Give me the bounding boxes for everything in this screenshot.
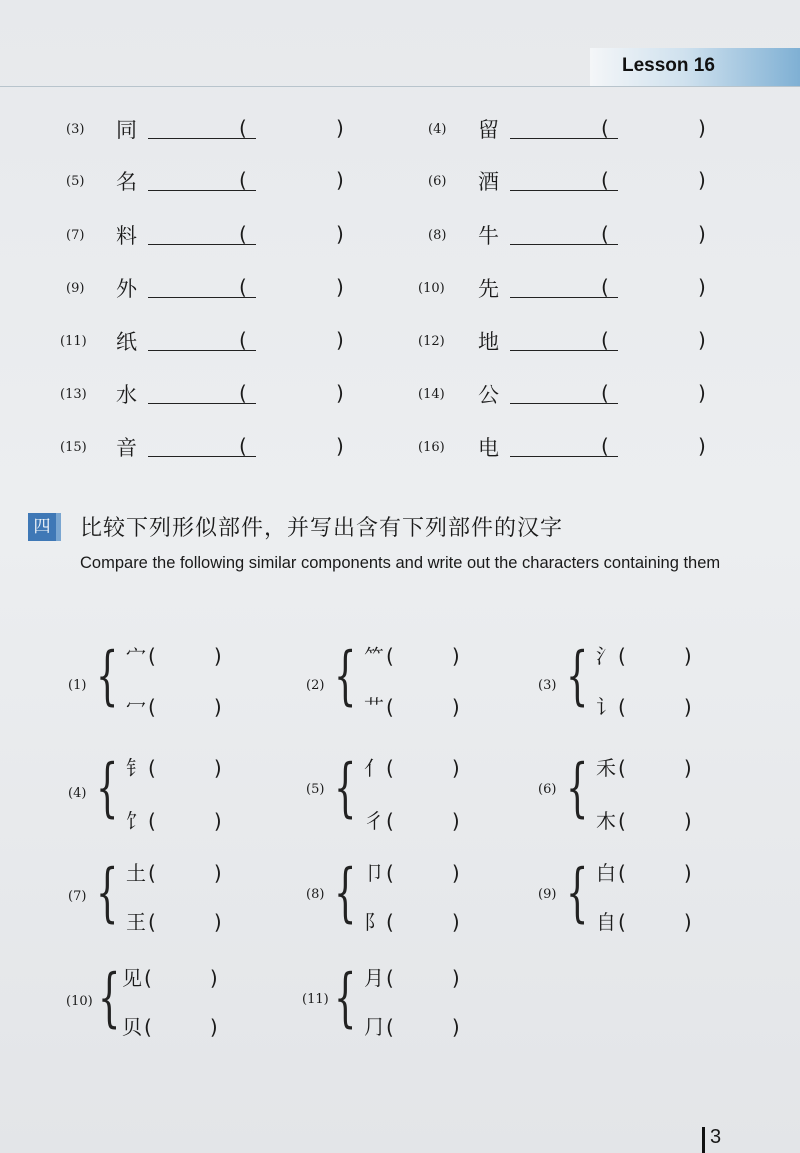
item-number: (4)	[428, 122, 447, 137]
compare-row-bottom	[596, 691, 692, 720]
item-character: 名	[116, 170, 137, 194]
compare-row-bottom	[364, 691, 460, 720]
item-number: (15)	[60, 440, 87, 455]
item-character: 音	[116, 436, 137, 460]
paren-open: (	[601, 168, 609, 192]
component: 宀	[126, 644, 146, 668]
paren-open: (	[601, 328, 609, 352]
paren-close: )	[698, 168, 706, 192]
paren-close: )	[683, 695, 692, 719]
paren-open: (	[239, 381, 247, 405]
compare-row-bottom	[126, 805, 222, 834]
component: 禾	[596, 756, 616, 780]
component: 王	[126, 910, 146, 934]
paren-open: (	[148, 756, 156, 780]
compare-row-top	[126, 857, 222, 886]
component: 钅	[126, 756, 146, 780]
component: 讠	[596, 695, 616, 719]
paren-open: (	[618, 695, 626, 719]
brace: {	[96, 751, 119, 825]
paren-close: )	[683, 910, 692, 934]
paren-close: )	[336, 381, 344, 405]
item-number: (16)	[418, 440, 445, 455]
brace: {	[566, 751, 589, 825]
component: 自	[596, 910, 616, 934]
brace: {	[96, 856, 119, 930]
component: 白	[596, 861, 616, 885]
compare-row-bottom	[364, 805, 460, 834]
compare-row-top	[596, 857, 692, 886]
item-number: (11)	[60, 334, 87, 349]
paren-open: (	[601, 222, 609, 246]
component: 氵	[596, 644, 616, 668]
paren-open: (	[601, 434, 609, 458]
paren-open: (	[386, 966, 394, 990]
paren-close: )	[336, 275, 344, 299]
paren-close: )	[451, 861, 460, 885]
paren-open: (	[148, 910, 156, 934]
item-number: (11)	[302, 992, 329, 1007]
item-character: 同	[116, 118, 137, 142]
paren-open: (	[601, 381, 609, 405]
page-number-bar	[702, 1127, 705, 1153]
item-number: (2)	[306, 678, 325, 693]
item-number: (8)	[428, 228, 447, 243]
paren-close: )	[451, 809, 460, 833]
component: 彳	[364, 809, 384, 833]
component: 阝	[364, 910, 384, 934]
item-character: 纸	[116, 330, 137, 354]
paren-close: )	[209, 1015, 218, 1039]
component: 见	[122, 966, 142, 990]
brace: {	[334, 961, 357, 1035]
paren-open: (	[618, 809, 626, 833]
section-badge-edge	[56, 513, 61, 541]
component: 土	[126, 861, 146, 885]
compare-row-top	[596, 640, 692, 669]
lesson-title: Lesson 16	[622, 55, 715, 76]
paren-close: )	[683, 644, 692, 668]
paren-close: )	[213, 644, 222, 668]
paren-close: )	[451, 1015, 460, 1039]
item-number: (14)	[418, 387, 445, 402]
paren-close: )	[451, 644, 460, 668]
paren-close: )	[451, 756, 460, 780]
compare-row-bottom	[126, 906, 222, 935]
compare-row-top	[364, 962, 460, 991]
item-number: (12)	[418, 334, 445, 349]
paren-open: (	[239, 168, 247, 192]
brace: {	[566, 639, 589, 713]
paren-open: (	[386, 644, 394, 668]
compare-row-bottom	[364, 1011, 460, 1040]
item-number: (9)	[538, 887, 557, 902]
component: 贝	[122, 1015, 142, 1039]
section-title: 比较下列形似部件，并写出含有下列部件的汉字	[80, 516, 564, 541]
item-number: (5)	[66, 174, 85, 189]
item-number: (10)	[66, 994, 93, 1009]
item-number: (4)	[68, 786, 87, 801]
paren-close: )	[336, 222, 344, 246]
paren-open: (	[239, 116, 247, 140]
paren-close: )	[451, 910, 460, 934]
item-character: 先	[478, 277, 499, 301]
component: 冖	[126, 695, 146, 719]
paren-close: )	[698, 381, 706, 405]
paren-open: (	[239, 328, 247, 352]
brace: {	[334, 856, 357, 930]
compare-row-top	[126, 752, 222, 781]
paren-open: (	[386, 861, 394, 885]
compare-row-top	[126, 640, 222, 669]
paren-open: (	[148, 809, 156, 833]
paren-open: (	[386, 756, 394, 780]
paren-open: (	[618, 644, 626, 668]
item-character: 留	[478, 118, 499, 142]
paren-close: )	[451, 695, 460, 719]
item-character: 地	[478, 330, 499, 354]
compare-row-top	[364, 857, 460, 886]
compare-row-bottom	[122, 1011, 218, 1040]
paren-close: )	[336, 434, 344, 458]
paren-open: (	[239, 275, 247, 299]
paren-close: )	[698, 434, 706, 458]
paren-open: (	[239, 222, 247, 246]
paren-close: )	[209, 966, 218, 990]
page-number: 3	[710, 1126, 722, 1148]
paren-close: )	[683, 809, 692, 833]
item-character: 公	[478, 383, 499, 407]
component: 木	[596, 809, 616, 833]
paren-close: )	[698, 328, 706, 352]
component: 月	[364, 966, 384, 990]
paren-close: )	[336, 116, 344, 140]
component: ⺆	[364, 1015, 384, 1039]
compare-row-top	[364, 752, 460, 781]
compare-row-bottom	[596, 805, 692, 834]
component: 饣	[126, 809, 146, 833]
item-character: 料	[116, 224, 137, 248]
item-number: (1)	[68, 678, 87, 693]
paren-open: (	[144, 966, 152, 990]
section-number-badge: 四	[28, 513, 56, 541]
header-rule	[0, 86, 800, 87]
compare-row-bottom	[126, 691, 222, 720]
item-number: (8)	[306, 887, 325, 902]
brace: {	[98, 961, 121, 1035]
paren-open: (	[148, 695, 156, 719]
item-number: (3)	[66, 122, 85, 137]
item-number: (6)	[428, 174, 447, 189]
paren-close: )	[213, 809, 222, 833]
paren-open: (	[239, 434, 247, 458]
paren-close: )	[213, 910, 222, 934]
paren-open: (	[386, 1015, 394, 1039]
paren-close: )	[213, 861, 222, 885]
paren-close: )	[213, 756, 222, 780]
item-character: 牛	[478, 224, 499, 248]
item-number: (3)	[538, 678, 557, 693]
paren-open: (	[148, 861, 156, 885]
paren-open: (	[386, 695, 394, 719]
item-number: (9)	[66, 281, 85, 296]
paren-open: (	[618, 756, 626, 780]
paren-close: )	[683, 756, 692, 780]
item-number: (10)	[418, 281, 445, 296]
item-number: (6)	[538, 782, 557, 797]
component: 艹	[364, 695, 384, 719]
compare-row-bottom	[364, 906, 460, 935]
paren-open: (	[618, 861, 626, 885]
paren-close: )	[213, 695, 222, 719]
compare-row-top	[596, 752, 692, 781]
component: ⺮	[364, 644, 384, 668]
paren-close: )	[336, 168, 344, 192]
compare-row-top	[364, 640, 460, 669]
brace: {	[96, 639, 119, 713]
paren-open: (	[618, 910, 626, 934]
component: 亻	[364, 756, 384, 780]
paren-open: (	[148, 644, 156, 668]
item-number: (5)	[306, 782, 325, 797]
paren-open: (	[601, 275, 609, 299]
paren-open: (	[386, 809, 394, 833]
paren-close: )	[451, 966, 460, 990]
paren-close: )	[698, 116, 706, 140]
paren-open: (	[144, 1015, 152, 1039]
item-number: (7)	[68, 889, 87, 904]
brace: {	[334, 751, 357, 825]
item-character: 电	[478, 436, 499, 460]
item-character: 水	[116, 383, 137, 407]
paren-open: (	[601, 116, 609, 140]
item-number: (13)	[60, 387, 87, 402]
paren-close: )	[698, 275, 706, 299]
brace: {	[566, 856, 589, 930]
paren-close: )	[683, 861, 692, 885]
section-instructions: Compare the following similar components and write out the characters containing them	[80, 554, 721, 572]
paren-close: )	[336, 328, 344, 352]
brace: {	[334, 639, 357, 713]
item-character: 外	[116, 277, 137, 301]
paren-close: )	[698, 222, 706, 246]
item-number: (7)	[66, 228, 85, 243]
compare-row-bottom	[596, 906, 692, 935]
component: 卩	[364, 861, 384, 885]
compare-row-top	[122, 962, 218, 991]
item-character: 酒	[478, 170, 499, 194]
paren-open: (	[386, 910, 394, 934]
